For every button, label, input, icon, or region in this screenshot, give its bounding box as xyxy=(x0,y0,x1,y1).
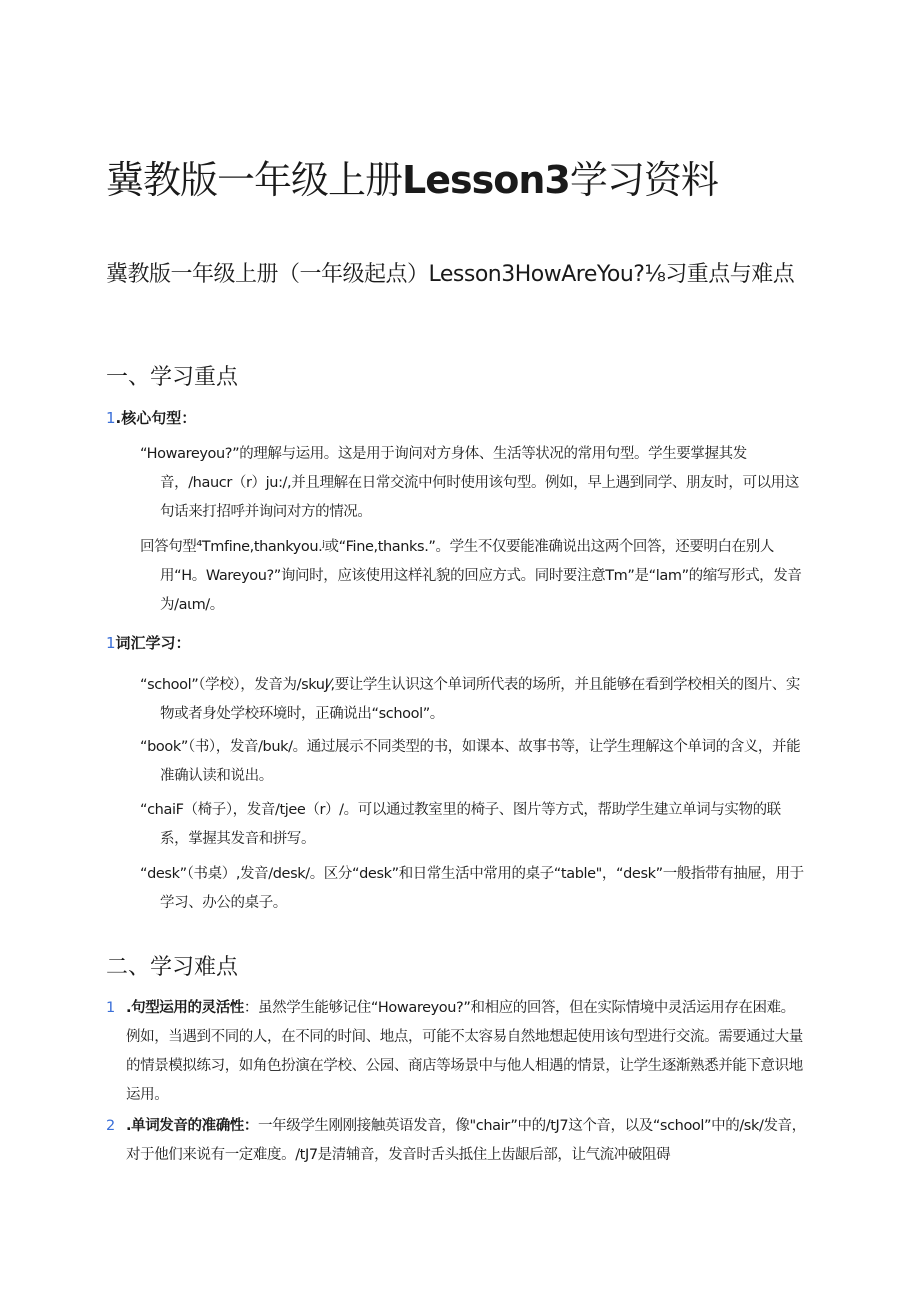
paragraph-answer: 回答句型⁴Tmfine,thankyou.ʲ或“Fine,thanks.”。学生不仅要能准确说出这两个回答，还要明白在别人用“H。Wareyou?”询问时，应该使用这样礼貌的回应方式。同时要注意Tm”是“lam”的缩写形式，发音为∕aιm∕。 xyxy=(140,539,802,613)
vocab-chair: “chaiF（椅子），发音/tjee（r）/。可以通过教室里的椅子、图片等方式，帮助学生建立单词与实物的联系，掌握其发音和拼写。 xyxy=(140,802,781,847)
section-1-heading: 一、学习重点 xyxy=(106,365,239,390)
document-subtitle: 冀教版一年级上册（一年级起点）Lesson3HowAreYou?⅛习重点与难点 xyxy=(106,262,795,287)
section-2-heading: 二、学习难点 xyxy=(106,955,239,980)
subsection-number: 1 xyxy=(106,634,116,652)
difficulty-detail: 一年级学生刚刚接触英语发音，像"chair”中的∕tJ7这个音，以及“school”中的∕sk∕发音，对于他们来说有一定难度。∕tJ7是清辅音，发音时舌头抵住上齿龈后部，让气流冲破阻碍 xyxy=(126,1118,806,1163)
difficulty-item xyxy=(106,1112,806,1170)
subsection-number: 1 xyxy=(106,409,116,427)
difficulty-text xyxy=(106,994,806,1110)
vocab-school: “school”（学校），发音为∕skuJ⁄,要让学生认识这个单词所代表的场所，并且能够在看到学校相关的图片、实物或者身处学校环境时，正确说出“school”。 xyxy=(140,677,800,722)
difficulty-item xyxy=(106,994,806,1110)
difficulty-number: 2 xyxy=(106,1118,115,1134)
difficulty-lead: .句型运用的灵活性 xyxy=(126,1000,244,1016)
vocab-desk: “desk”（书桌）,发音/desk/。区分“desk”和日常生活中常用的桌子“table"，“desk”一般指带有抽屉，用于学习、办公的桌子。 xyxy=(140,866,804,911)
difficulty-text xyxy=(106,1112,806,1170)
paragraph-howareyou: “Howareyou?”的理解与运用。这是用于询问对方身体、生活等状况的常用句型。学生要掌握其发音，/haucr（r）ju:/,并且理解在日常交流中何时使用该句型。例如，早上遇到同学、朋友时，可以用这句话来打招呼并询问对方的情况。 xyxy=(140,446,799,520)
document-title xyxy=(106,152,826,208)
vocab-book: “book”（书），发音/buk/。通过展示不同类型的书，如课本、故事书等，让学生理解这个单词的含义，并能准确认读和说出。 xyxy=(140,739,801,784)
subsection-label: .核心句型： xyxy=(115,409,197,427)
title-prefix: 冀教版一年级上册 xyxy=(106,158,403,202)
difficulty-detail: ：虽然学生能够记住“Howareyou?”和相应的回答，但在实际情境中灵活运用存在困难。例如，当遇到不同的人，在不同的时间、地点，可能不太容易自然地想起使用该句型进行交流。需要通过大量的情景模拟练习，如角色扮演在学校、公园、商店等场景中与他人相遇的情景，让学生逐渐熟悉并能下意识地运用。 xyxy=(126,1000,803,1103)
title-lesson: Lesson3 xyxy=(402,158,570,202)
title-suffix: 学习资料 xyxy=(569,158,718,202)
difficulty-number: 1 xyxy=(106,1000,115,1016)
difficulty-lead: .单词发音的准确性： xyxy=(126,1118,259,1134)
subsection-vocabulary xyxy=(106,630,191,656)
subsection-core-sentences xyxy=(106,405,196,431)
subsection-label: 词汇学习： xyxy=(115,634,191,652)
